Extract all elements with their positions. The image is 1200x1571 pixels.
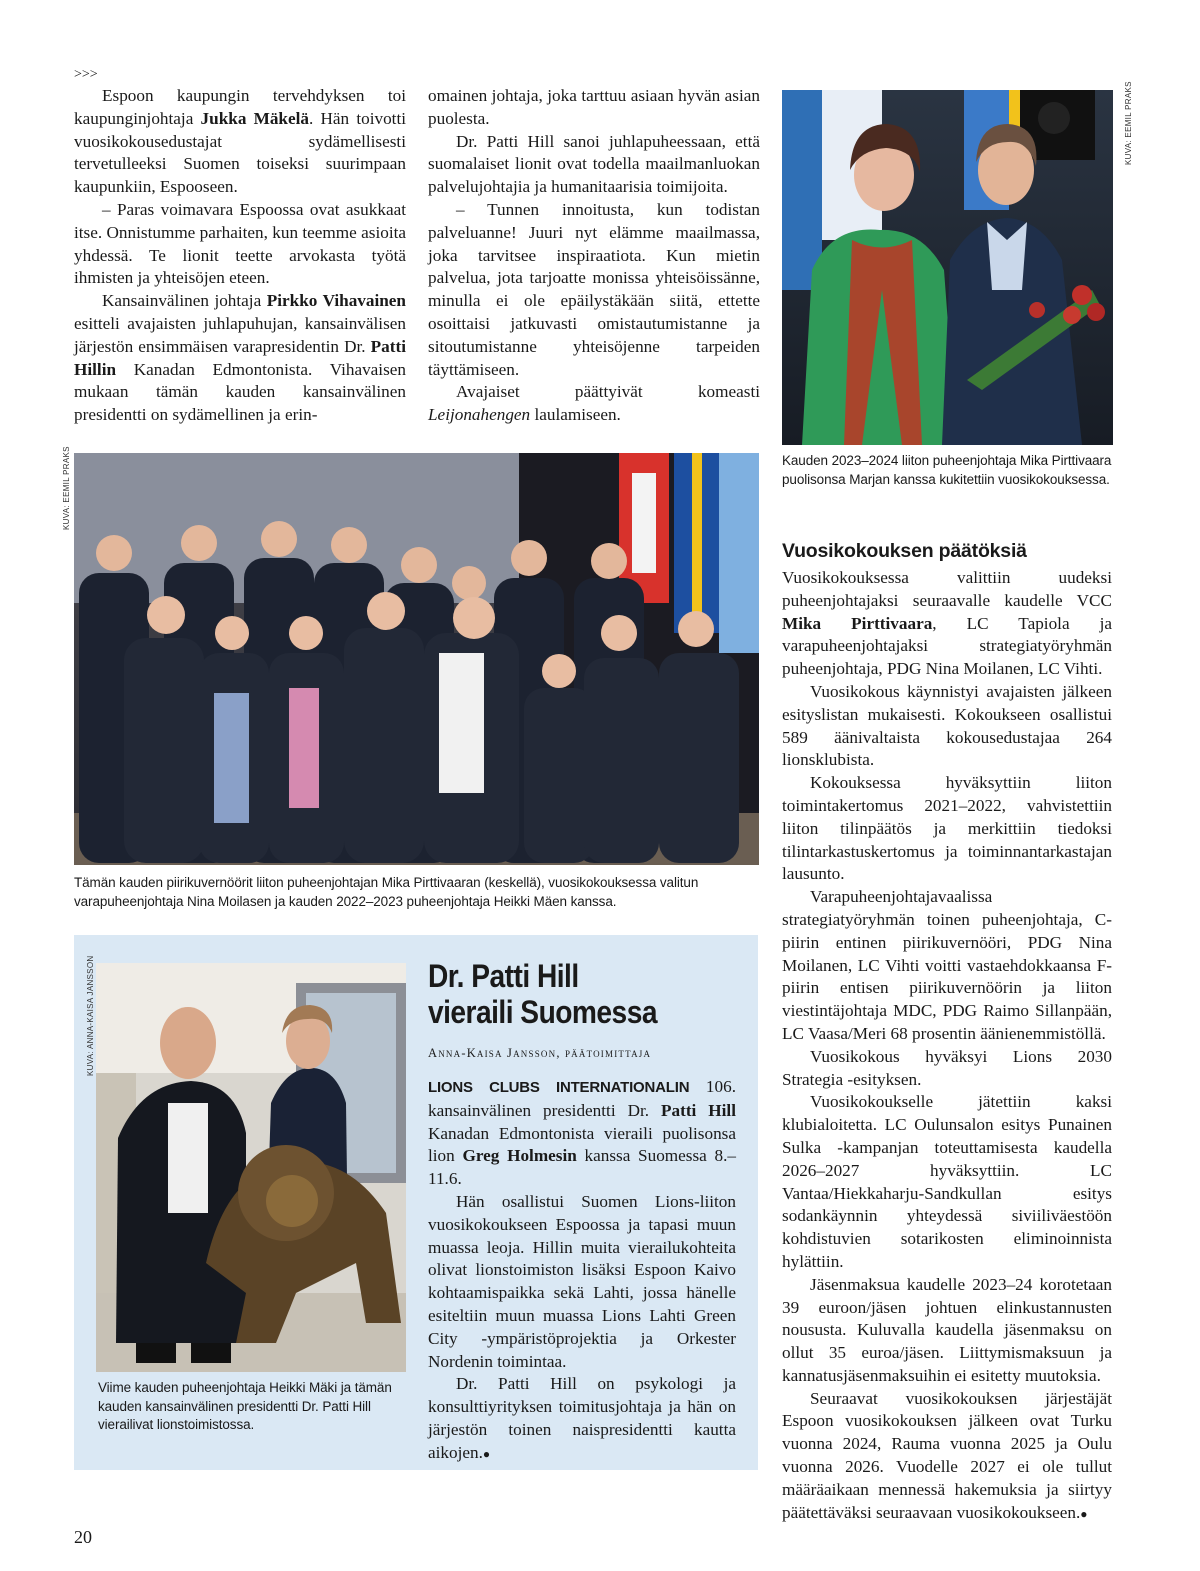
photo-chairman-couple <box>782 90 1113 445</box>
right-paragraph-6: Vuosikokoukselle jätettiin kaksi klubialoitetta. LC Oulunsalon esitys Punainen Sulka -kampanjan toteuttamisesta kaudella 2026–2027 hyväksyttiin. LC Vantaa/Hiekkaharju-Sandkullan esitys sodankäynnin yhteydessä siviiliväestöön kohdistuvien sotarikosten eliminoinnista hylättiin. <box>782 1092 1112 1271</box>
col2-paragraph-3: – Tunnen innoitusta, kun todistan palveluanne! Juuri nyt elämme maailmassa, joka tarvitsee inspiraatiota. Kun mietin palvelua, jota tarjoatte monissa yhteisöissänne, minulla ei ole epäilystäkään siitä, ettette osoittaisi jatkuvasti omistautumistanne ja sitoutumistanne yhteisöjenne tarpeiden täyttämiseen. <box>428 199 760 379</box>
right-paragraph-2: Vuosikokous käynnistyi avajaisten jälkeen esityslistan mukaisesti. Kokoukseen osallistui 589 äänivaltaista kokousedustajaa 264 lionsklubista. <box>782 681 1112 770</box>
right-paragraph-1: Vuosikokouksessa valittiin uudeksi puheenjohtajaksi seuraavalle kaudelle VCC Mika Pirttivaara, LC Tapiola ja varapuheenjohtajaksi strategiatyöryhmän puheenjohtaja, PDG Nina Moilanen, LC Vihti. <box>782 568 1112 679</box>
headline-line-2: vieraili Suomessa <box>428 994 657 1030</box>
box-body <box>428 1076 736 1466</box>
col1-paragraph-3: Kansainvälinen johtaja Pirkko Vihavainen esitteli avajaisten juhlapuhujan, kansainvälisen järjestön ensimmäisen varapresidentin Dr. Patti Hillin Kanadan Edmontonista. Vihavaisen mukaan tämän kauden kansainvälinen presidentti on sydämellinen ja erin- <box>74 291 406 425</box>
right-paragraph-4: Varapuheenjohtajavaalissa strategiatyöryhmän toinen puheenjohtaja, C-piirin entinen piirikuvernööri, PDG Nina Moilanen, LC Vihti voitti vastaehdokkaansa F-piirin entisen piirikuvernöörin ja liiton viestintäjohtaja MDC, PDG Raimo Sillanpään, LC Vaasa/Meri 68 prosentin äänienemmistöllä. <box>782 887 1112 1043</box>
column-1 <box>74 85 406 427</box>
right-paragraph-3: Kokouksessa hyväksyttiin liiton toimintakertomus 2021–2022, vahvistettiin liiton tilinpäätös ja merkittiin tiedoksi tilintarkastuskertomus ja toiminnantarkastajan lausunto. <box>782 773 1112 884</box>
continuation-marker: >>> <box>74 67 98 82</box>
column-2 <box>428 85 760 427</box>
end-mark: ● <box>482 1446 491 1461</box>
page-number: 20 <box>74 1527 92 1547</box>
photo-district-governors <box>74 453 759 865</box>
right-paragraph-8: Seuraavat vuosikokouksen järjestäjät Espoon vuosikokouksen jälkeen ovat Turku vuonna 2024, Rauma vuonna 2025 ja Oulu vuonna 2026. Vuodelle 2027 ei ole tullut määräaikaan mennessä hakemuksia ja siirtyy päätettäväksi seuraavaan vuosikokoukseen.● <box>782 1388 1112 1522</box>
col1-paragraph-1: Espoon kaupungin tervehdyksen toi kaupunginjohtaja Jukka Mäkelä. Hän toivotti vuosikokousedustajat sydämellisesti tervetulleeksi Suomen toiseksi suurimpaan kaupunkiin, Espooseen. <box>74 86 406 197</box>
section-heading: Vuosikokouksen päätöksiä <box>782 540 1027 562</box>
box-byline: Anna-Kaisa Jansson, päätoimittaja <box>428 1046 652 1060</box>
photo-lion-statue <box>96 963 406 1372</box>
photo-credit-box: KUVA: ANNA-KAISA JANSSON <box>86 955 95 1076</box>
col2-paragraph-2: Dr. Patti Hill sanoi juhlapuheessaan, että suomalaiset lionit ovat todella maailmanluokan palvelujohtajia ja humanitaarisia toimijoita. <box>428 131 760 197</box>
box-paragraph-1: LIONS CLUBS INTERNATIONALIN 106. kansainvälinen presidentti Dr. Patti Hill Kanadan Edmontonista vieraili puolisonsa lion Greg Holmesin kanssa Suomessa 8.–11.6. <box>428 1077 737 1189</box>
right-paragraph-5: Vuosikokous hyväksyi Lions 2030 Strategia -esityksen. <box>782 1046 1112 1089</box>
caption-top-right: Kauden 2023–2024 liiton puheenjohtaja Mika Pirttivaara puolisonsa Marjan kanssa kukitettiin vuosikokouksessa. <box>782 453 1112 487</box>
box-paragraph-3: Dr. Patti Hill on psykologi ja konsulttiyrityksen toimitusjohtaja ja hän on järjestön toinen naispresidentti kautta aikojen.● <box>428 1374 736 1462</box>
photo-credit-top-right: KUVA: EEMIL PRAKS <box>1124 81 1133 165</box>
col2-paragraph-1: omainen johtaja, joka tarttuu asiaan hyvän asian puolesta. <box>428 86 760 128</box>
caption-box: Viime kauden puheenjohtaja Heikki Mäki ja tämän kauden kansainvälinen presidentti Dr. Patti Hill vierailivat lionstoimistossa. <box>98 1380 392 1432</box>
photo-credit-group: KUVA: EEMIL PRAKS <box>62 446 71 530</box>
end-mark: ● <box>1080 1506 1088 1521</box>
box-headline <box>428 958 657 1030</box>
col2-paragraph-4: Avajaiset päättyivät komeasti Leijonahengen laulamiseen. <box>428 382 760 425</box>
box-paragraph-2: Hän osallistui Suomen Lions-liiton vuosikokoukseen Espoossa ja tapasi muun muassa leoja. Hillin muita vierailukohteita olivat lionstoimiston lisäksi Espoon Kaivo kohtaamispaikka sekä Lahti, jossa hänelle esiteltiin muun muassa Lions Lahti Green City -ympäristöprojektia ja Orkester Nordenin toimintaa. <box>428 1191 736 1371</box>
right-paragraph-7: Jäsenmaksua kaudelle 2023–24 korotetaan 39 euroon/jäsen johtuen elinkustannusten noususta. Kuluvalla kaudella jäsenmaksu on ollut 35 euroa/jäsen. Liittymismaksuun ja kannatusjäsenmaksuihin ei esitetty muutoksia. <box>782 1274 1112 1385</box>
col1-paragraph-2: – Paras voimavara Espoossa ovat asukkaat itse. Onnistumme parhaiten, kun teemme asioita yhdessä. Te lionit teette arvokasta työtä ihmisten ja yhteisöjen eteen. <box>74 199 406 288</box>
right-column <box>782 567 1112 1525</box>
headline-line-1: Dr. Patti Hill <box>428 958 579 994</box>
caption-group: Tämän kauden piirikuvernöörit liiton puheenjohtajan Mika Pirttivaaran (keskellä), vuosikokouksessa valitun varapuheenjohtaja Nina Moilasen ja kauden 2022–2023 puheenjohtaja Heikki Mäen kanssa. <box>74 875 699 909</box>
